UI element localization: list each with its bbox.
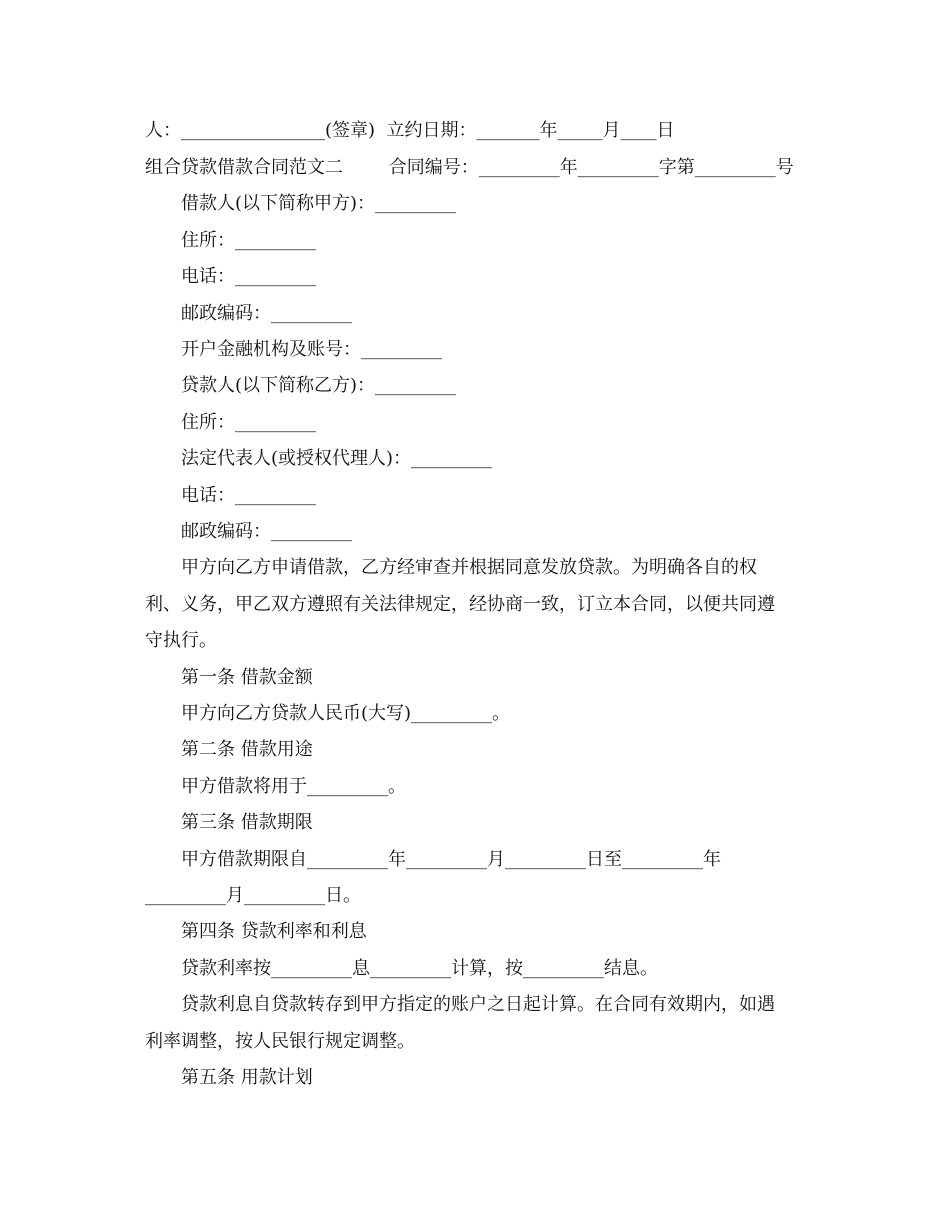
article-4-heading: 第四条 贷款利率和利息: [181, 921, 367, 942]
bank-account-line: 开户金融机构及账号：_________: [181, 339, 442, 360]
article-3-heading: 第三条 借款期限: [181, 812, 313, 833]
intro-paragraph-line-3: 守执行。: [145, 630, 217, 651]
contract-title-line: 组合贷款借款合同范文二 合同编号：_________年_________字第_________号: [145, 157, 794, 178]
lender-line: 贷款人(以下简称乙方)：_________: [181, 375, 457, 396]
borrower-line: 借款人(以下简称甲方)：_________: [181, 193, 457, 214]
article-3-body-line-1: 甲方借款期限自_________年_________月_________日至_________年: [181, 849, 721, 870]
article-4-body-line-3: 利率调整，按人民银行规定调整。: [145, 1031, 415, 1052]
article-2-heading: 第二条 借款用途: [181, 739, 313, 760]
intro-paragraph-line-1: 甲方向乙方申请借款，乙方经审查并根据同意发放贷款。为明确各自的权: [181, 557, 757, 578]
article-2-body: 甲方借款将用于_________。: [181, 776, 406, 797]
lender-phone-line: 电话：_________: [181, 485, 316, 506]
article-5-heading: 第五条 用款计划: [181, 1067, 313, 1088]
article-1-body: 甲方向乙方贷款人民币(大写)_________。: [181, 703, 511, 724]
lender-address-line: 住所：_________: [181, 412, 316, 433]
intro-paragraph-line-2: 利、义务，甲乙双方遵照有关法律规定，经协商一致，订立本合同，以便共同遵: [145, 594, 775, 615]
lender-postcode-line: 邮政编码：_________: [181, 521, 352, 542]
article-1-heading: 第一条 借款金额: [181, 667, 313, 688]
signature-date-line: 人：________________(签章) 立约日期：_______年_____月____日: [145, 120, 675, 141]
borrower-postcode-line: 邮政编码：_________: [181, 303, 352, 324]
article-3-body-line-2: _________月_________日。: [145, 885, 361, 906]
article-4-body-line-1: 贷款利率按_________息_________计算，按_________结息。: [181, 958, 658, 979]
borrower-address-line: 住所：_________: [181, 230, 316, 251]
legal-representative-line: 法定代表人(或授权代理人)：_________: [181, 448, 493, 469]
borrower-phone-line: 电话：_________: [181, 266, 316, 287]
article-4-body-line-2: 贷款利息自贷款转存到甲方指定的账户之日起计算。在合同有效期内，如遇: [181, 994, 775, 1015]
